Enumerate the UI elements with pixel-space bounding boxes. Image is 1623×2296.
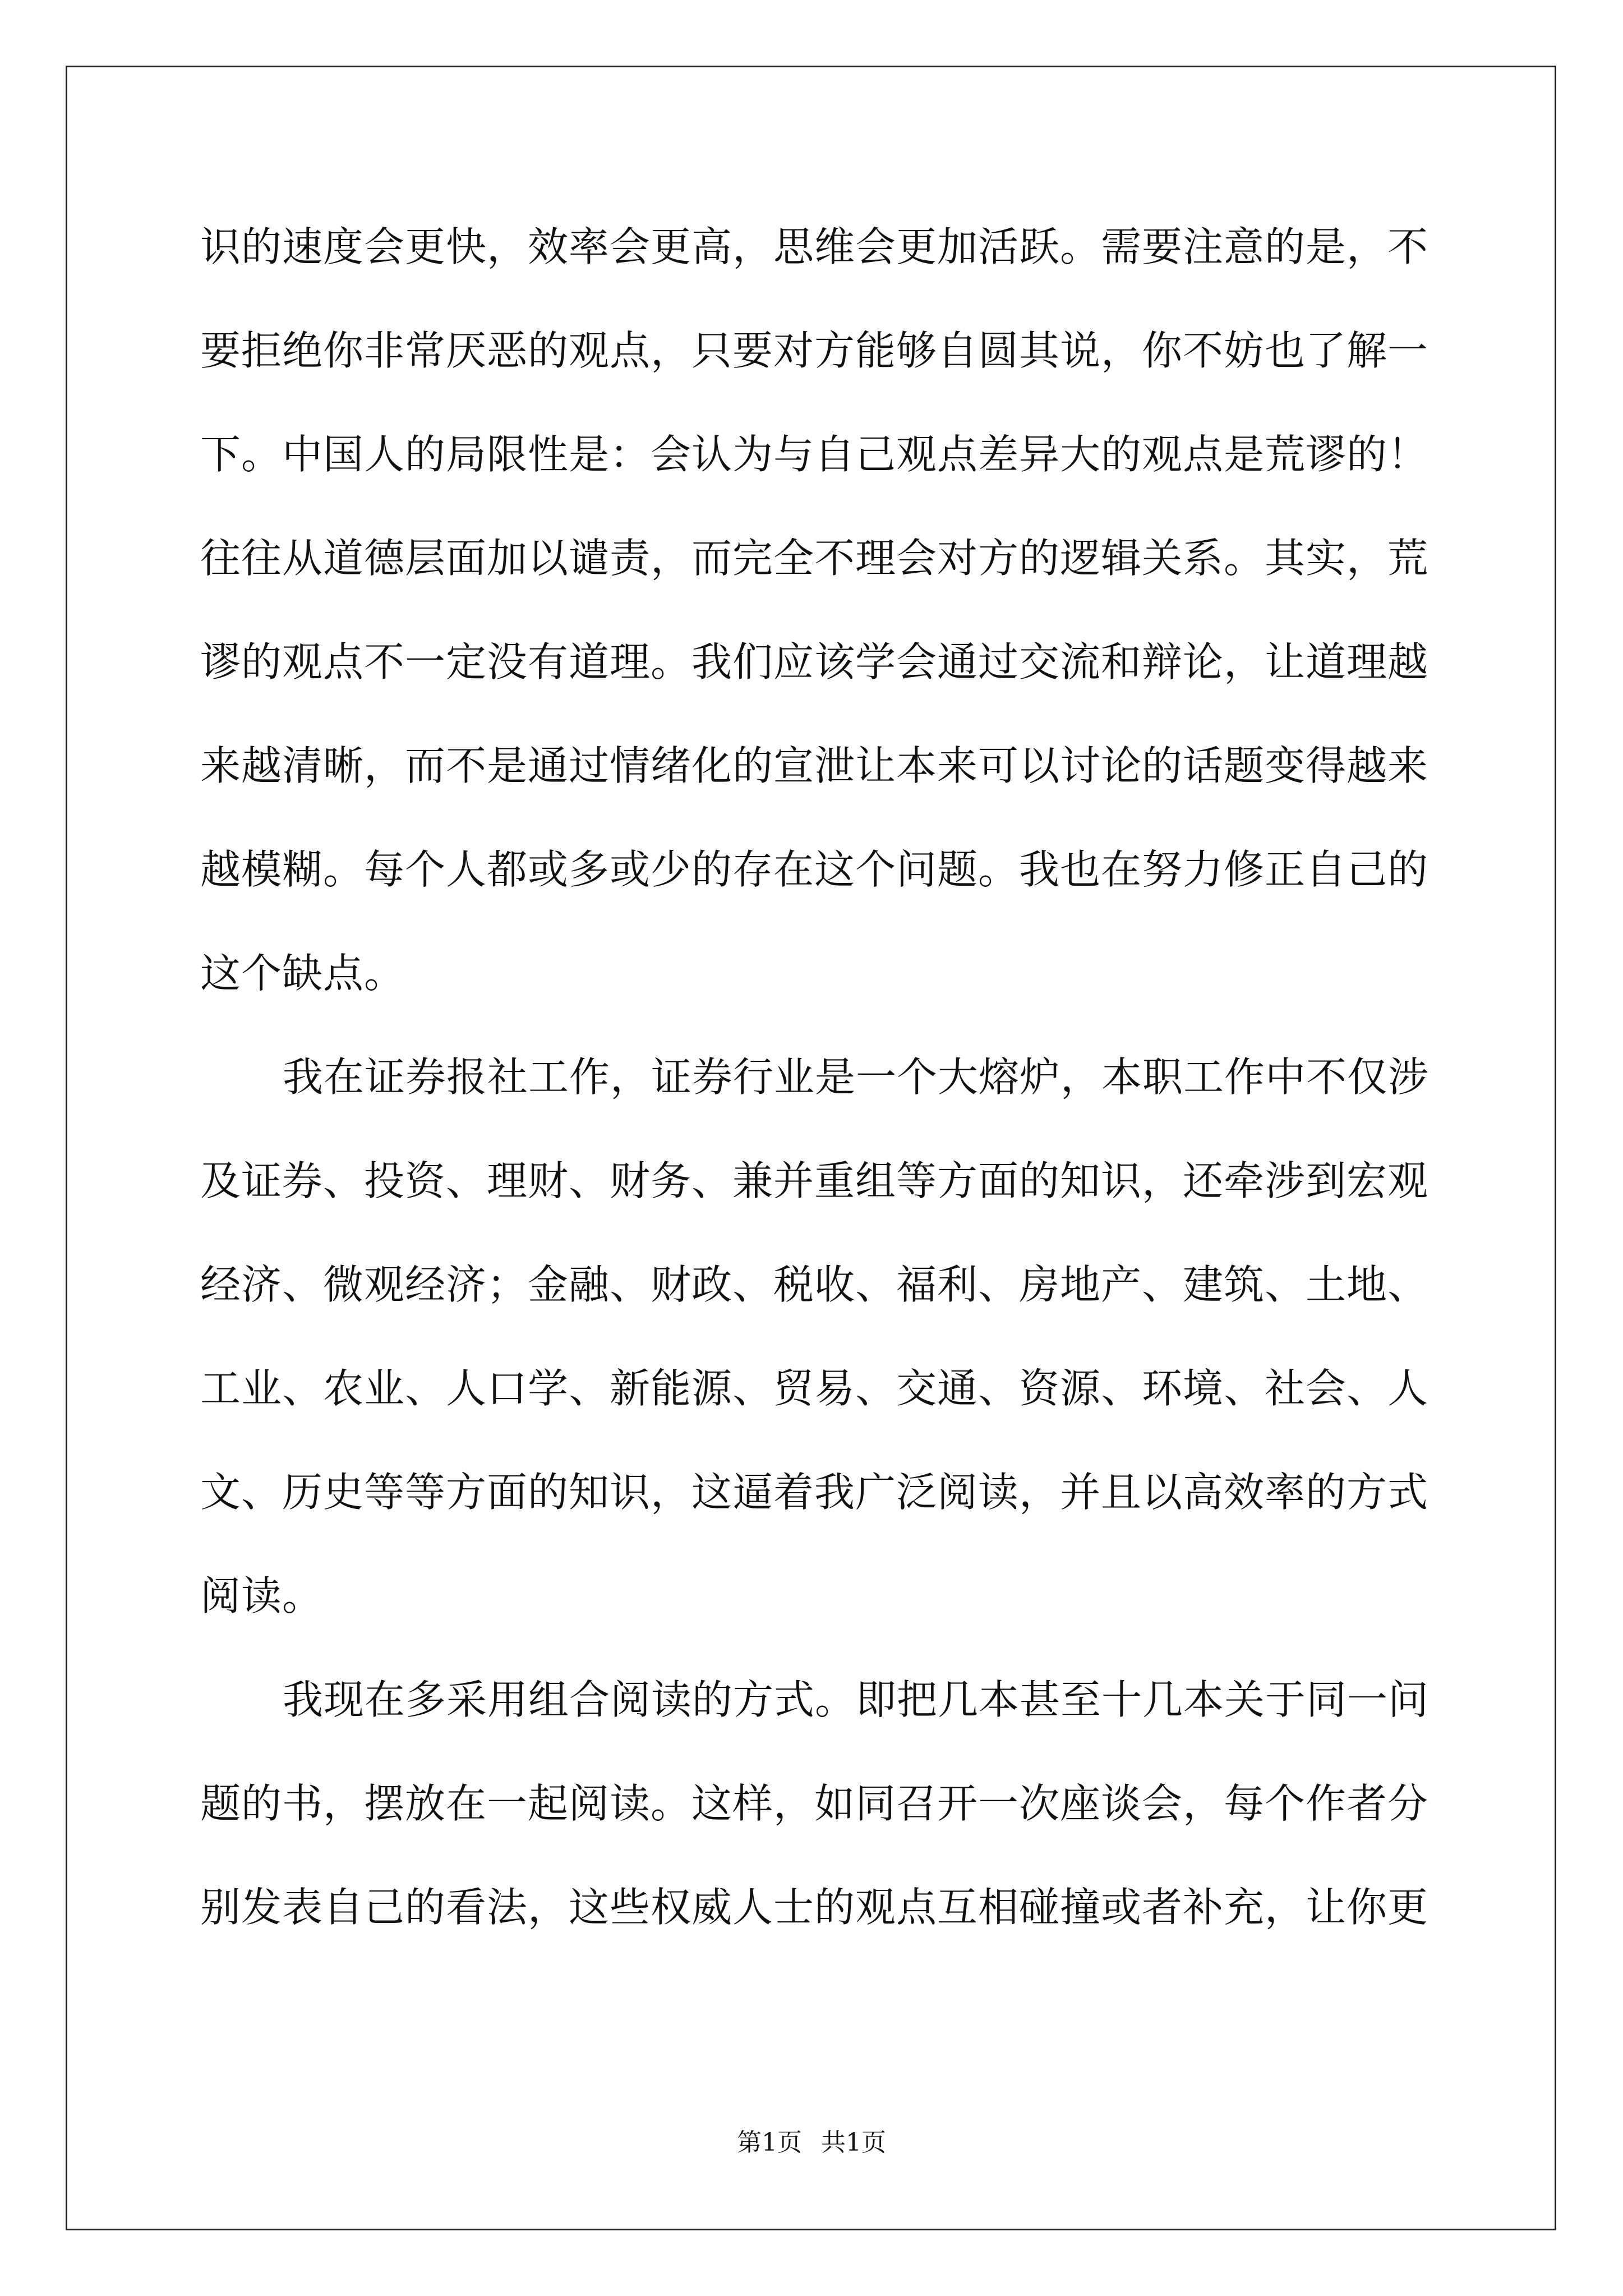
text-line: 阅读。 <box>200 1572 324 1619</box>
text-line: 往往从道德层面加以谴责，而完全不理会对方的逻辑关系。其实，荒 <box>200 535 1429 582</box>
paragraph-start-line: 我现在多采用组合阅读的方式。即把几本甚至十几本关于同一问 <box>283 1676 1430 1723</box>
text-line: 下。中国人的局限性是：会认为与自己观点差异大的观点是荒谬的！ <box>200 431 1429 478</box>
text-line: 要拒绝你非常厌恶的观点，只要对方能够自圆其说，你不妨也了解一 <box>200 327 1429 374</box>
text-line: 别发表自己的看法，这些权威人士的观点互相碰撞或者补充，让你更 <box>200 1884 1429 1931</box>
text-line: 识的速度会更快，效率会更高，思维会更加活跃。需要注意的是，不 <box>200 223 1429 270</box>
paragraph-start-line: 我在证券报社工作，证券行业是一个大熔炉，本职工作中不仅涉 <box>283 1053 1430 1101</box>
text-line: 越模糊。每个人都或多或少的存在这个问题。我也在努力修正自己的 <box>200 846 1429 893</box>
text-line: 经济、微观经济；金融、财政、税收、福利、房地产、建筑、土地、 <box>200 1261 1429 1308</box>
text-line: 谬的观点不一定没有道理。我们应该学会通过交流和辩论，让道理越 <box>200 638 1429 685</box>
document-body <box>200 213 1428 1977</box>
text-line: 这个缺点。 <box>200 950 405 997</box>
page-number: 第1页 <box>737 2128 802 2157</box>
text-line: 题的书，摆放在一起阅读。这样，如同召开一次座谈会，每个作者分 <box>200 1780 1429 1827</box>
text-line: 及证券、投资、理财、财务、兼并重组等方面的知识，还牵涉到宏观 <box>200 1157 1429 1204</box>
text-line: 工业、农业、人口学、新能源、贸易、交通、资源、环境、社会、人 <box>200 1365 1429 1412</box>
text-line: 文、历史等等方面的知识，这逼着我广泛阅读，并且以高效率的方式 <box>200 1469 1429 1516</box>
page-total: 共1页 <box>821 2128 886 2157</box>
text-line: 来越清晰，而不是通过情绪化的宣泄让本来可以讨论的话题变得越来 <box>200 742 1429 789</box>
page-footer <box>0 2126 1623 2160</box>
